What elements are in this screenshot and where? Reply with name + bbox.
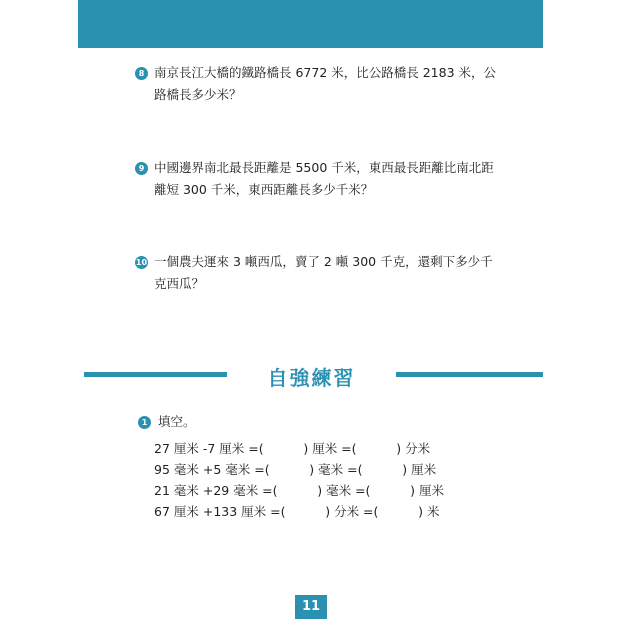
question-9 — [138, 157, 498, 201]
question-text: 中國邊界南北最長距離是 5500 千米，東西最長距離比南北距離短 300 千米，東西距離長多少千米？ — [154, 160, 494, 197]
exercise-rows — [154, 438, 444, 522]
section-divider-left — [84, 372, 227, 377]
question-number-badge: 9 — [135, 162, 148, 175]
section-divider-right — [396, 372, 543, 377]
exercise-row: 21 毫米 +29 毫米 =( ) 毫米 =( ) 厘米 — [154, 483, 445, 498]
exercise-row: 95 毫米 +5 毫米 =( ) 毫米 =( ) 厘米 — [154, 462, 437, 477]
exercise-header — [138, 412, 196, 432]
section-title: 自強練習 — [267, 366, 356, 390]
question-8 — [138, 62, 498, 106]
exercise-number-badge: 1 — [138, 416, 151, 429]
header-band — [78, 0, 543, 48]
exercise-row: 67 厘米 +133 厘米 =( ) 分米 =( ) 米 — [154, 504, 440, 519]
question-number-badge: 8 — [135, 67, 148, 80]
question-text: 一個農夫運來 3 噸西瓜，賣了 2 噸 300 千克，還剩下多少千克西瓜？ — [154, 254, 493, 291]
exercise-row: 27 厘米 -7 厘米 =( ) 厘米 =( ) 分米 — [154, 441, 431, 456]
question-text: 南京長江大橋的鐵路橋長 6772 米，比公路橋長 2183 米，公路橋長多少米？ — [154, 65, 497, 102]
question-number-badge: 10 — [135, 258, 148, 267]
page-number: 11 — [295, 595, 327, 619]
exercise-instruction: 填空。 — [157, 414, 196, 429]
question-10 — [135, 251, 498, 295]
